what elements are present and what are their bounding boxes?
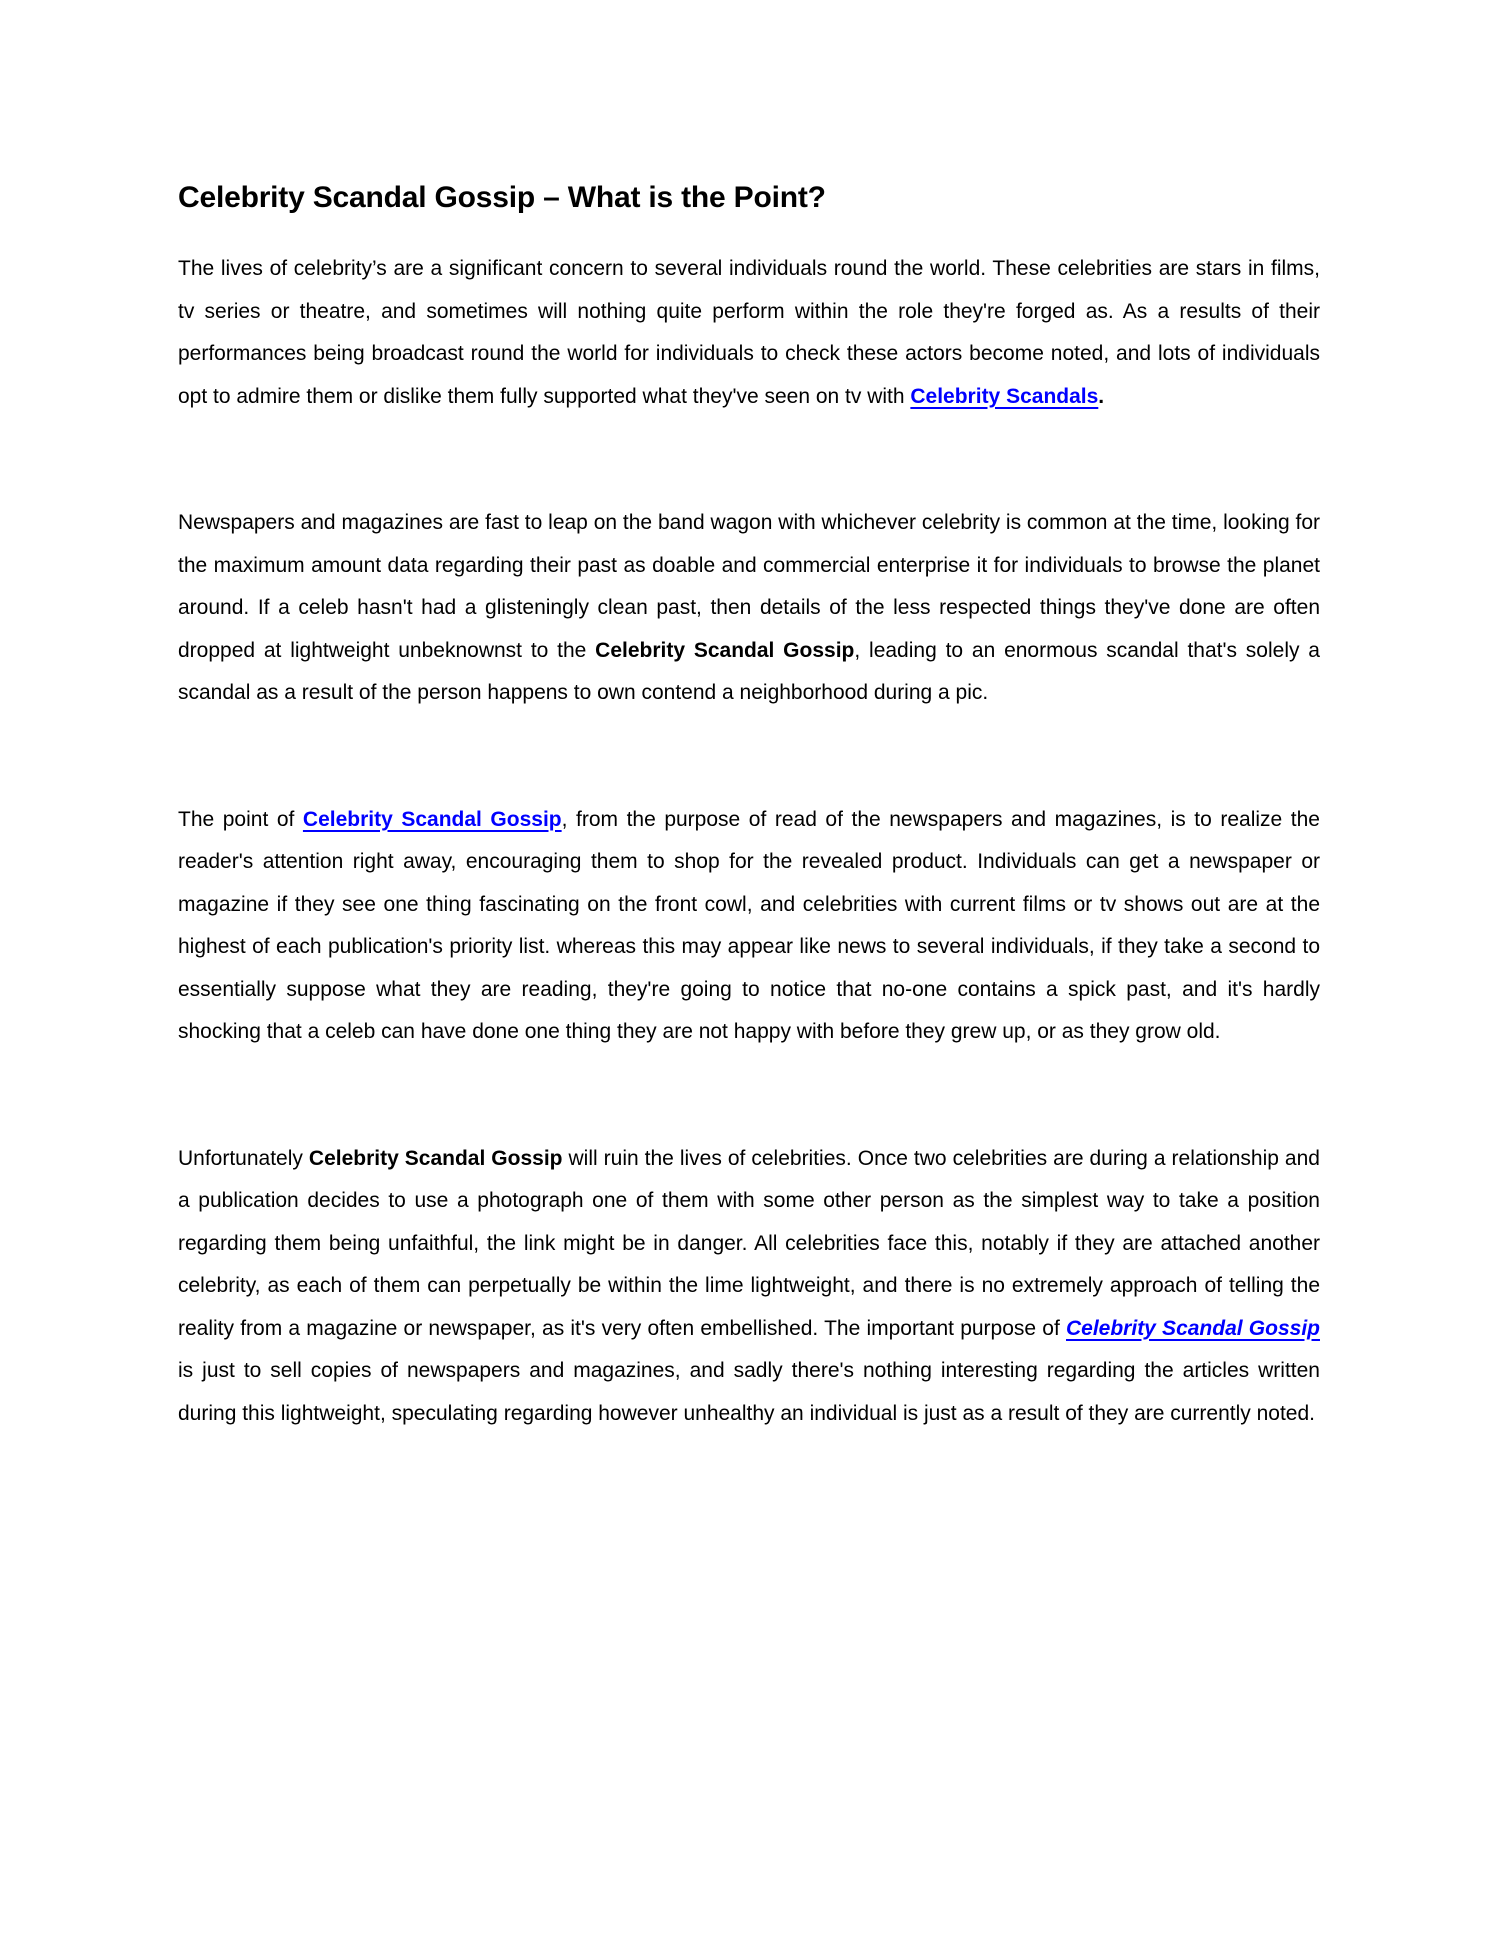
- paragraph-the-point: [178, 799, 1320, 1054]
- text-run: , leading to an enormous scandal that's solely a scandal as a result of the person happens to own contend a neighborhood during a pic.: [178, 638, 1320, 704]
- document-title: Celebrity Scandal Gossip – What is the Point?: [178, 181, 826, 214]
- text-run: , from the purpose of read of the newspapers and magazines, is to realize the reader's attention right away, encouraging them to shop for the revealed product. Individuals can get a newspaper or magazine if they see one thing fascinating on the front cowl, and celebrities with current films or tv shows out are at the highest of each publication's priority list. whereas this may appear like news to several individuals, if they take a second to essentially suppose what they are reading, they're going to notice that no-one contains a spick past, and it's hardly shocking that a celeb can have done one thing they are not happy with before they grew up, or as they grow old.: [178, 807, 1320, 1043]
- paragraph-intro: [178, 248, 1320, 418]
- celebrity-scandal-gossip-link[interactable]: Celebrity Scandal Gossip: [302, 807, 562, 831]
- text-run: will ruin the lives of celebrities. Once two celebrities are during a relationship and a publication decides to use a photograph one of them with some other person as the simplest way to take a position regarding them being unfaithful, the link might be in danger. All celebrities face this, notably if they are attached another celebrity, as each of them can perpetually be within the lime lightweight, and there is no extremely approach of telling the reality from a magazine or newspaper, as it's very often embellished. The important purpose of: [178, 1146, 1320, 1340]
- text-run: is just to sell copies of newspapers and magazines, and sadly there's nothing interesting regarding the articles written during this lightweight, speculating regarding however unhealthy an individual is just as a result of they are currently noted.: [178, 1359, 1320, 1425]
- bold-text-run: Celebrity Scandal Gossip: [308, 1146, 563, 1170]
- celebrity-scandal-gossip-italic-link[interactable]: Celebrity Scandal Gossip: [1066, 1316, 1320, 1340]
- text-run: The lives of celebrity’s are a significant concern to several individuals round the world. These celebrities are stars in films, tv series or theatre, and sometimes will nothing quite perform within the role they're forged as. As a results of their performances being broadcast round the world for individuals to check these actors become noted, and lots of individuals opt to admire them or dislike them fully supported what they've seen on tv with: [178, 257, 1320, 408]
- text-run: Unfortunately: [178, 1146, 309, 1170]
- text-run: The point of: [178, 807, 303, 831]
- celebrity-scandals-link[interactable]: Celebrity Scandals: [910, 384, 1099, 408]
- bold-text-run: .: [1098, 384, 1105, 408]
- bold-text-run: Celebrity Scandal Gossip: [595, 638, 855, 662]
- paragraph-newspapers: [178, 502, 1320, 715]
- paragraph-unfortunately: [178, 1138, 1320, 1436]
- text-run: Newspapers and magazines are fast to leap on the band wagon with whichever celebrity is common at the time, looking for the maximum amount data regarding their past as doable and commercial enterprise it for individuals to browse the planet around. If a celeb hasn't had a glisteningly clean past, then details of the less respected things they've done are often dropped at lightweight unbeknownst to the: [178, 511, 1320, 662]
